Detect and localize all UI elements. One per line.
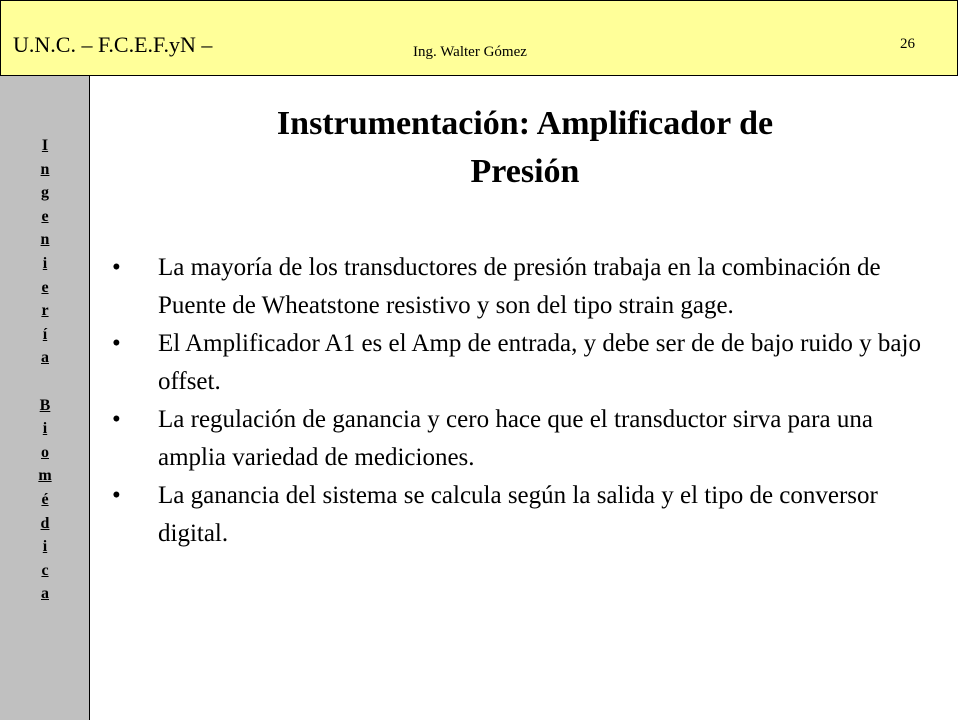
bullet-dot-icon: • [112,254,121,281]
vertical-letter: n [40,160,50,178]
vertical-letter: r [41,302,49,320]
vertical-letter-space [0,370,90,394]
bullet-text: La mayoría de los transductores de presión trabaja en la combinación de Puente de Wheatstone resistivo y son del tipo strain gage. [158,254,881,319]
page-number: 26 [900,36,915,52]
vertical-letter: m [38,467,52,485]
bullet-item [112,477,922,553]
vertical-letter: i [42,538,48,556]
bullet-text: La regulación de ganancia y cero hace que el transductor sirva para una amplia variedad de mediciones. [158,406,873,471]
bullet-dot-icon: • [112,406,121,433]
vertical-letter: a [41,349,49,367]
sidebar-vertical-title [0,76,90,720]
vertical-letter: é [41,490,49,508]
slide-title-line-2: Presión [470,153,580,190]
bullet-text: El Amplificador A1 es el Amp de entrada, y debe ser de de bajo ruido y bajo offset. [158,330,921,395]
bullet-list [112,249,922,553]
vertical-letter: e [41,207,49,225]
slide-header [0,0,958,76]
bullet-item [112,249,922,325]
vertical-letter: o [41,443,49,461]
vertical-letter: d [40,514,50,532]
vertical-letter: g [41,184,49,202]
bullet-text: La ganancia del sistema se calcula según la salida y el tipo de conversor digital. [158,482,878,547]
vertical-letter: i [42,420,48,438]
bullet-item [112,325,922,401]
bullet-dot-icon: • [112,330,121,357]
vertical-letter: c [41,561,49,579]
vertical-letter: I [41,137,49,154]
bullet-item [112,401,922,477]
vertical-letter: B [39,396,51,414]
slide-title [140,100,910,196]
vertical-letter: n [40,231,50,249]
vertical-letter: í [42,325,48,343]
header-institution: U.N.C. – F.C.E.F.yN – [13,32,213,57]
vertical-letter: i [42,254,48,272]
vertical-title-letters [0,134,90,606]
vertical-letter: a [41,585,49,603]
header-author: Ing. Walter Gómez [413,44,527,60]
vertical-letter: e [41,278,49,296]
bullet-dot-icon: • [112,482,121,509]
slide-title-line-1: Instrumentación: Amplificador de [276,105,774,142]
